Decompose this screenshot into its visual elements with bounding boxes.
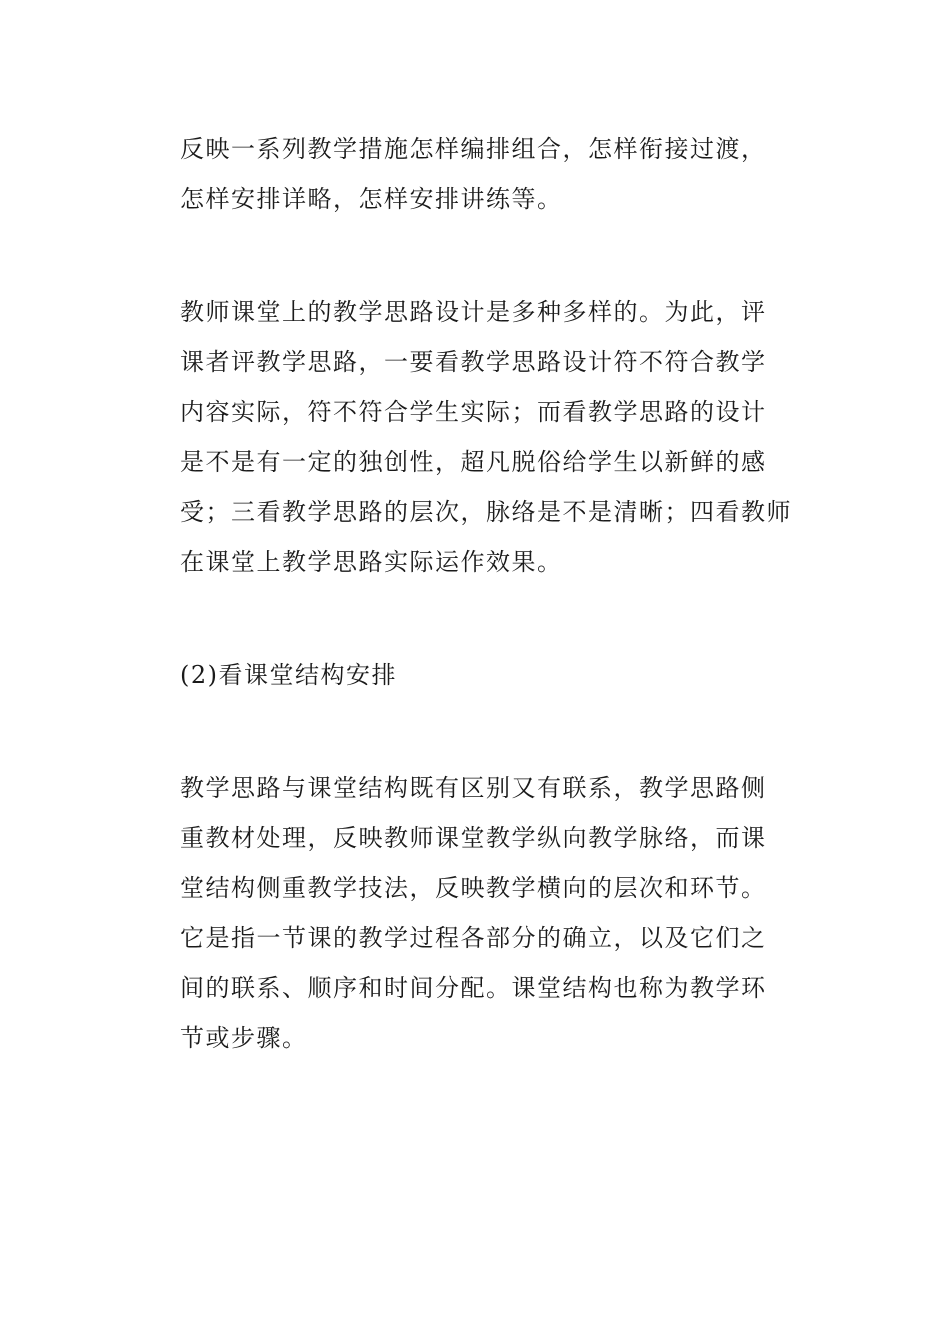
paragraph-2-line-4: 是不是有一定的独创性，超凡脱俗给学生以新鲜的感 — [180, 448, 767, 476]
paragraph-3-line-4: 它是指一节课的教学过程各部分的确立，以及它们之 — [180, 924, 767, 952]
paragraph-2-line-6: 在课堂上教学思路实际运作效果。 — [180, 548, 563, 576]
paragraph-3-line-2: 重教材处理，反映教师课堂教学纵向教学脉络，而课 — [180, 824, 767, 852]
paragraph-3-line-1: 教学思路与课堂结构既有区别又有联系，教学思路侧 — [180, 774, 767, 802]
paragraph-1-line-2: 怎样安排详略，怎样安排讲练等。 — [180, 185, 563, 213]
paragraph-2-line-2: 课者评教学思路，一要看教学思路设计符不符合教学 — [180, 348, 767, 376]
paragraph-1-line-1: 反映一系列教学措施怎样编排组合，怎样衔接过渡， — [180, 135, 767, 163]
paragraph-2-line-5: 受；三看教学思路的层次，脉络是不是清晰；四看教师 — [180, 498, 792, 526]
paragraph-2-line-3: 内容实际，符不符合学生实际；而看教学思路的设计 — [180, 398, 767, 426]
paragraph-2-line-1: 教师课堂上的教学思路设计是多种多样的。为此，评 — [180, 298, 767, 326]
paragraph-3-line-5: 间的联系、顺序和时间分配。课堂结构也称为教学环 — [180, 974, 767, 1002]
paragraph-3-line-6: 节或步骤。 — [180, 1024, 308, 1052]
section-heading: (2)看课堂结构安排 — [180, 661, 397, 689]
paragraph-3-line-3: 堂结构侧重教学技法，反映教学横向的层次和环节。 — [180, 874, 767, 902]
